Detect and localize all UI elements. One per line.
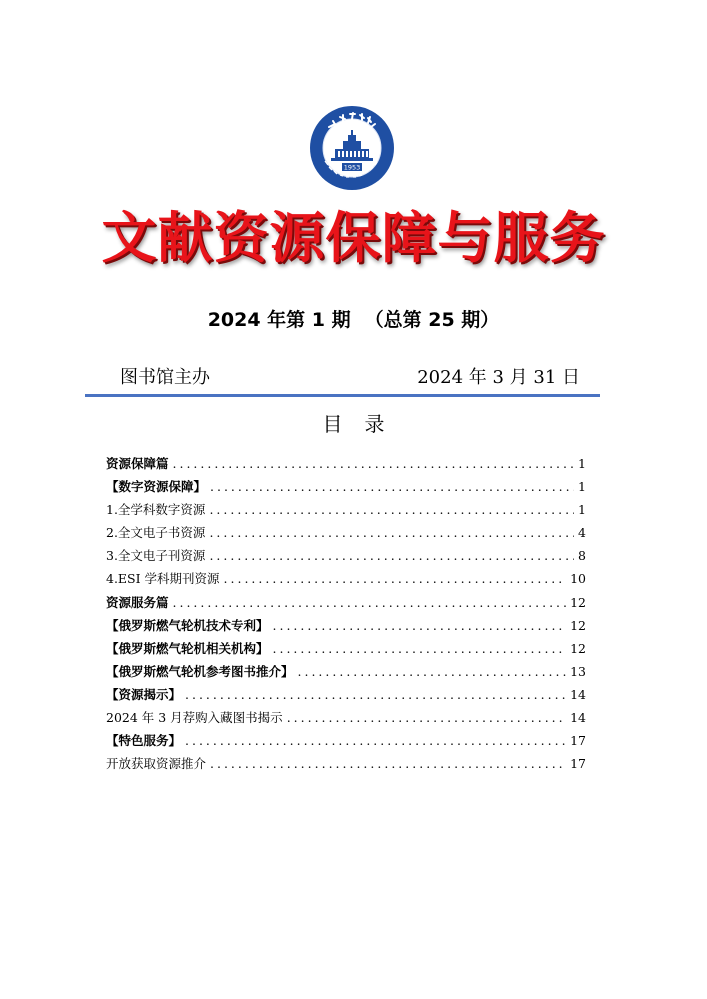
toc-entry-label: 1.全学科数字资源 [106, 502, 206, 518]
toc-entry-label: 资源保障篇 [106, 456, 169, 471]
toc-entry-page: 4 [578, 525, 586, 541]
toc-entry[interactable] [106, 521, 586, 544]
toc-leader-dots [273, 614, 567, 637]
toc-entry[interactable] [106, 729, 586, 752]
toc-entry[interactable] [106, 683, 586, 706]
toc-entry[interactable] [106, 706, 586, 729]
meta-row [120, 364, 580, 392]
toc-entry-page: 17 [570, 733, 586, 749]
toc-entry-label: 开放获取资源推介 [106, 756, 207, 772]
toc-entry-page: 1 [578, 456, 586, 471]
issue-number: 2024 年第 1 期 [207, 309, 351, 331]
toc-leader-dots [173, 591, 567, 614]
toc-entry[interactable] [106, 475, 586, 498]
toc-leader-dots [185, 729, 566, 752]
toc-leader-dots [287, 706, 566, 729]
toc-entry[interactable] [106, 544, 586, 567]
toc-entry-label: 【俄罗斯燃气轮机相关机构】 [106, 640, 269, 656]
table-of-contents [106, 452, 586, 775]
toc-leader-dots [209, 521, 574, 544]
toc-leader-dots [210, 475, 574, 498]
toc-entry-label: 【俄罗斯燃气轮机参考图书推介】 [106, 663, 294, 679]
toc-entry-page: 1 [578, 502, 586, 518]
toc-title: 目录 [322, 412, 407, 436]
toc-leader-dots [209, 498, 574, 521]
toc-entry-label: 【俄罗斯燃气轮机技术专利】 [106, 617, 269, 633]
toc-entry-label: 【特色服务】 [106, 733, 182, 749]
toc-leader-dots [273, 637, 567, 660]
toc-entry-page: 14 [570, 686, 586, 702]
toc-entry-page: 12 [570, 594, 586, 610]
toc-entry[interactable] [106, 498, 586, 521]
toc-entry-label: 3.全文电子刊资源 [106, 548, 206, 564]
toc-entry-page: 1 [578, 479, 586, 495]
toc-entry-label: 【资源揭示】 [106, 686, 182, 702]
toc-entry-page: 12 [570, 640, 586, 656]
toc-leader-dots [173, 452, 575, 475]
toc-leader-dots [298, 660, 567, 683]
toc-entry[interactable] [106, 614, 586, 637]
publication-title: 文献资源保障与服务 [101, 206, 606, 270]
toc-entry-page: 8 [578, 548, 586, 564]
toc-entry-label: 资源服务篇 [106, 594, 169, 610]
toc-entry[interactable] [106, 591, 586, 614]
issue-total: （总第 25 期） [364, 309, 500, 331]
toc-leader-dots [224, 567, 567, 590]
toc-entry-label: 2.全文电子书资源 [106, 525, 206, 541]
toc-entry-page: 10 [570, 571, 586, 587]
toc-leader-dots [209, 544, 574, 567]
toc-entry-page: 12 [570, 617, 586, 633]
toc-entry-page: 14 [570, 710, 586, 726]
toc-entry-label: 4.ESI 学科期刊资源 [106, 571, 220, 587]
svg-text:1953: 1953 [343, 163, 361, 172]
toc-entry-page: 13 [570, 663, 586, 679]
issue-line [0, 306, 707, 334]
toc-entry[interactable] [106, 752, 586, 775]
organizer: 图书馆主办 [120, 367, 210, 388]
toc-entry[interactable] [106, 660, 586, 683]
toc-entry[interactable] [106, 567, 586, 590]
divider [85, 394, 600, 397]
toc-leader-dots [185, 683, 566, 706]
university-logo [309, 105, 395, 191]
toc-entry-page: 17 [570, 756, 586, 772]
toc-entry[interactable] [106, 637, 586, 660]
toc-entry[interactable] [106, 452, 586, 475]
publish-date: 2024 年 3 月 31 日 [417, 367, 580, 388]
toc-entry-label: 【数字资源保障】 [106, 479, 207, 495]
toc-leader-dots [210, 752, 566, 775]
toc-entry-label: 2024 年 3 月荐购入藏图书揭示 [106, 710, 283, 726]
